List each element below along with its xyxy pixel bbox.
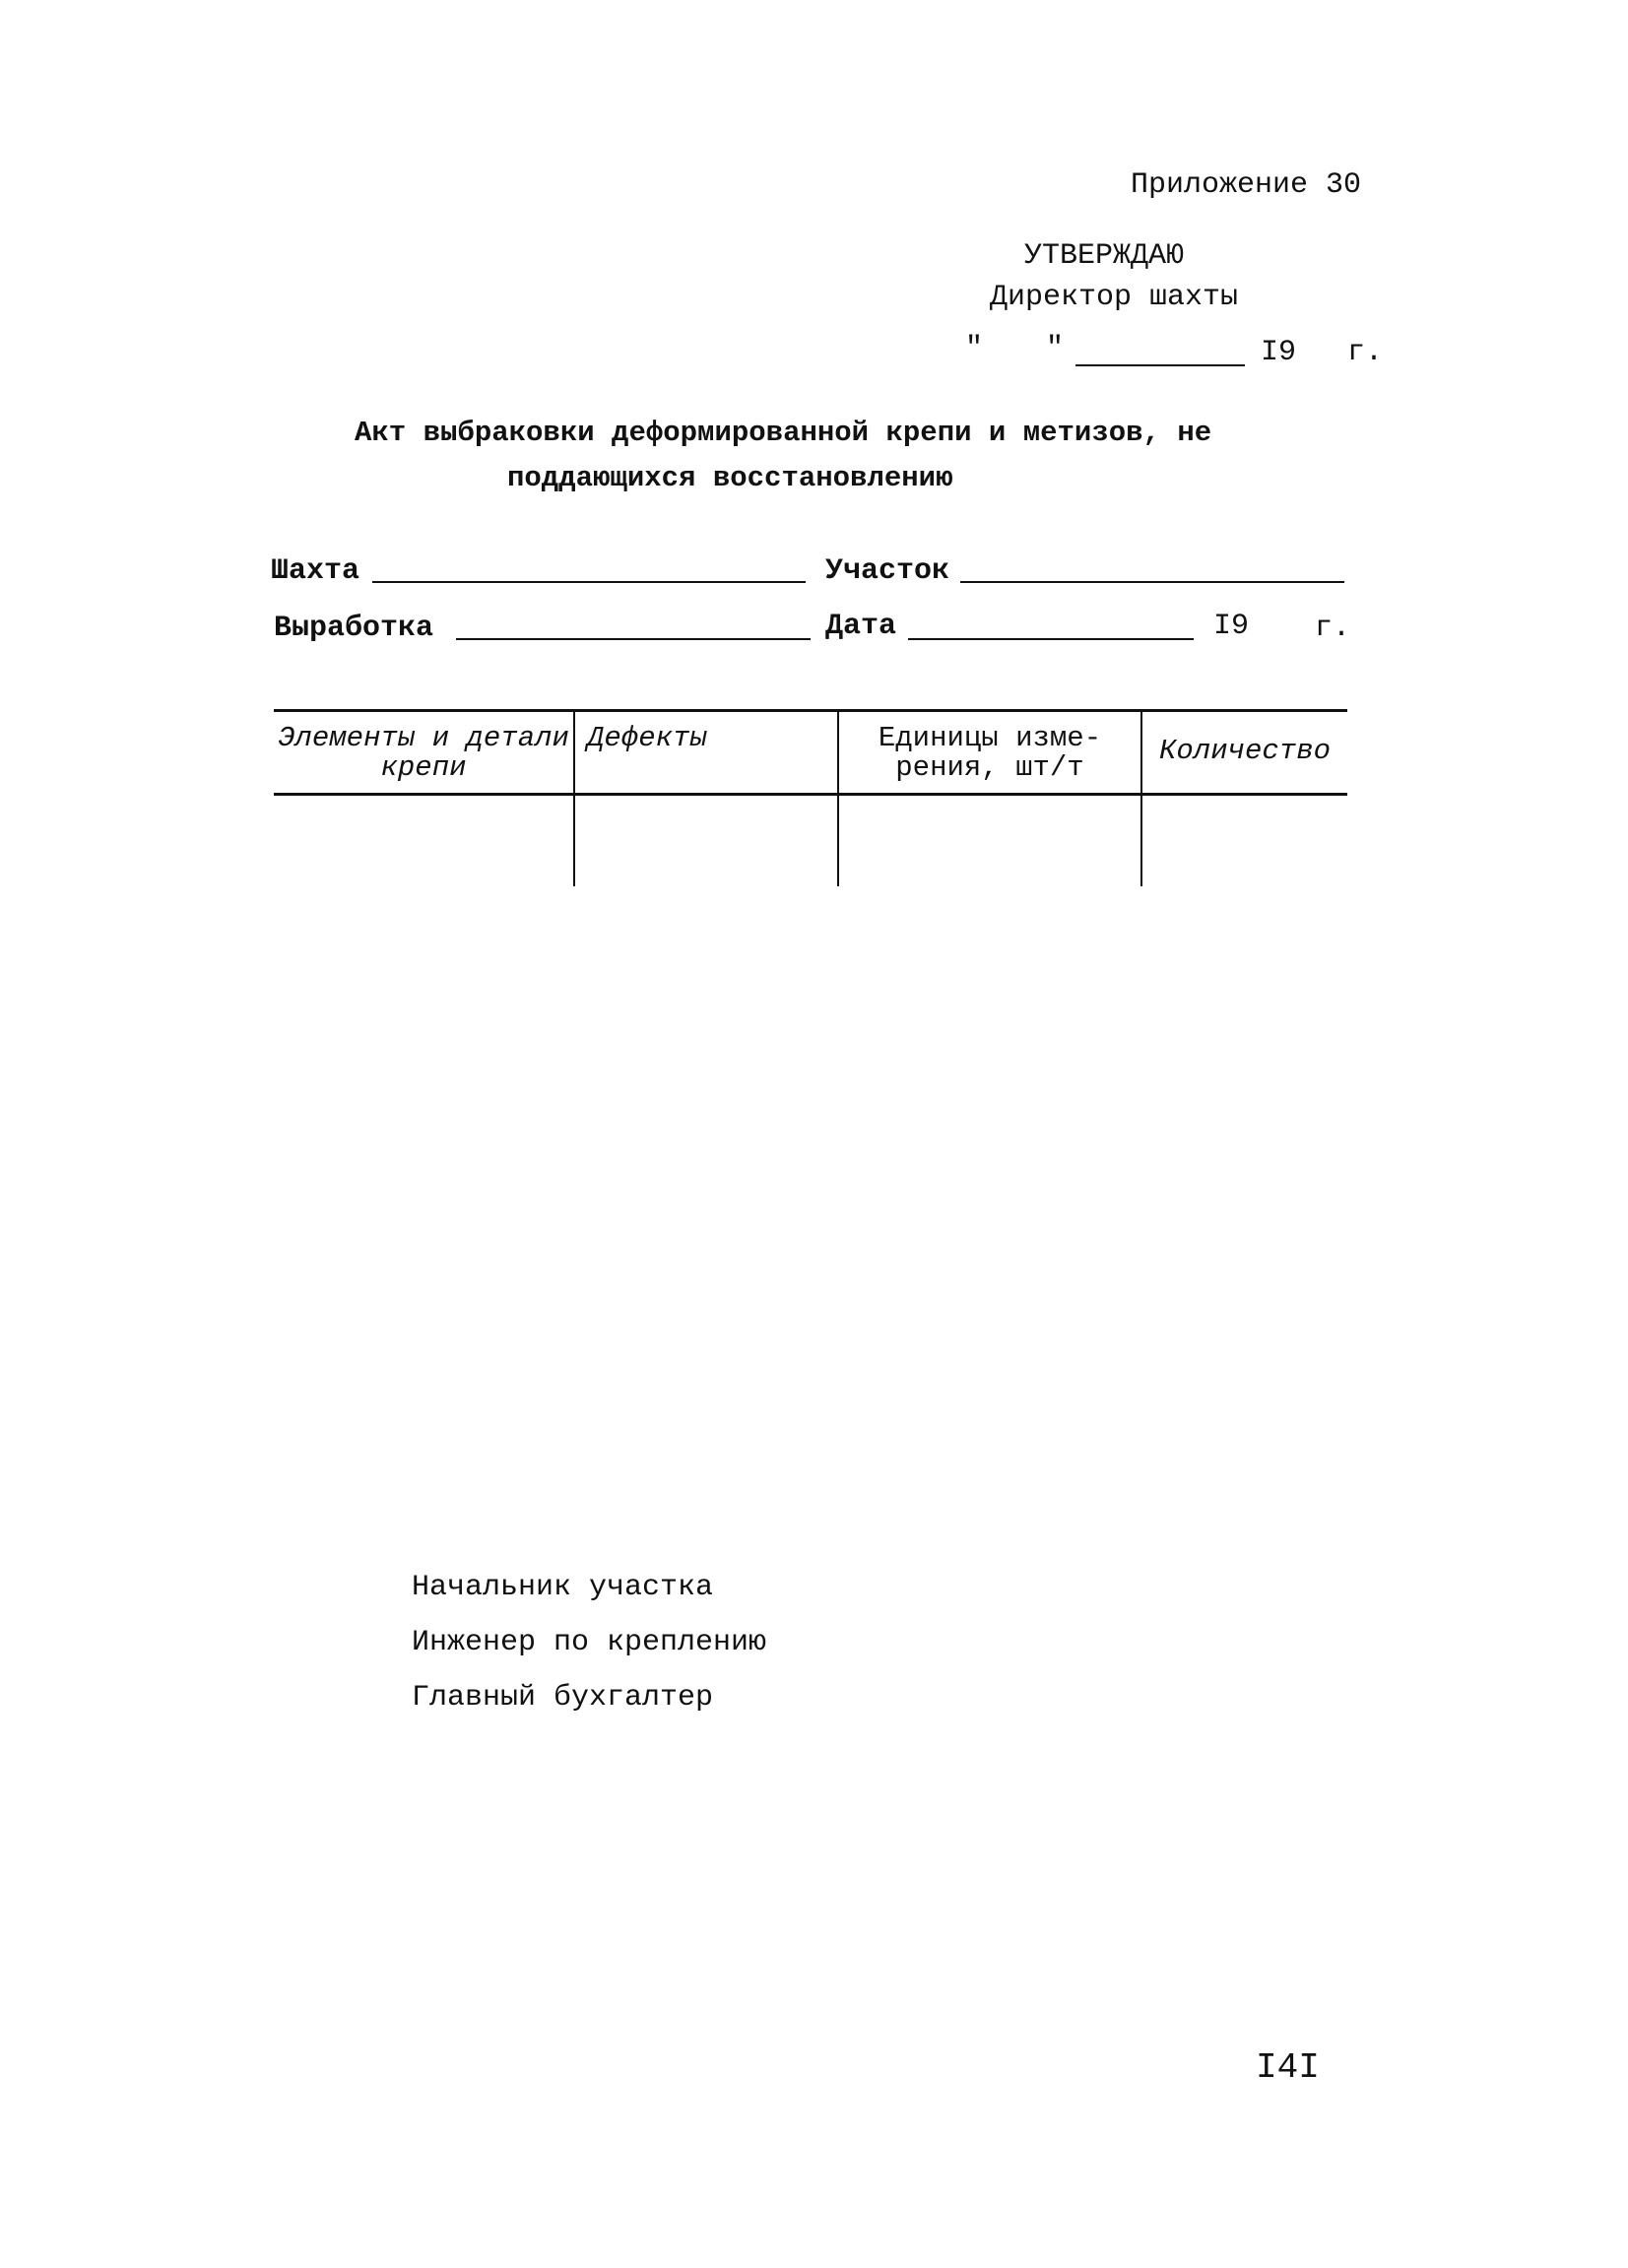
date-field — [908, 638, 1194, 640]
table-header-defects-text: Дефекты — [587, 722, 707, 754]
date-year-prefix: I9 — [1213, 610, 1250, 643]
working-label: Выработка — [274, 612, 434, 645]
table-top-rule — [274, 709, 1347, 712]
document-title-line1: Акт выбраковки деформированной крепи и метизов, не — [355, 417, 1212, 449]
table-header-units-text: Единицы изме- рения, шт/т — [878, 722, 1102, 784]
document-title-line2: поддающихся восстановлению — [507, 462, 953, 494]
table-header-units — [839, 724, 1140, 783]
approval-year-suffix: г. — [1347, 336, 1384, 369]
table-header-defects — [587, 724, 833, 753]
approval-heading: УТВЕРЖДАЮ — [1024, 239, 1185, 273]
signature-chief-accountant: Главный бухгалтер — [412, 1681, 714, 1715]
date-year-suffix: г. — [1315, 612, 1351, 645]
signature-section-chief: Начальник участка — [412, 1571, 714, 1604]
section-label: Участок — [825, 554, 950, 588]
approval-year-prefix: I9 — [1261, 336, 1297, 369]
page-number: I4I — [1256, 2047, 1320, 2088]
table-header-elements-text: Элементы и детали крепи — [278, 722, 569, 784]
table-divider-1 — [573, 711, 575, 886]
working-field — [456, 638, 811, 640]
approval-director: Директор шахты — [990, 281, 1239, 314]
mine-field — [372, 581, 806, 583]
signature-fastening-engineer: Инженер по креплению — [412, 1626, 767, 1659]
appendix-label: Приложение 30 — [1131, 168, 1362, 202]
date-label: Дата — [825, 610, 897, 643]
section-field — [960, 581, 1344, 583]
table-header-quantity — [1142, 737, 1347, 766]
table-header-rule — [274, 793, 1347, 796]
approval-date-open-quote: " — [965, 332, 984, 365]
approval-date-underline — [1075, 364, 1245, 366]
table-header-elements — [274, 724, 573, 783]
table-header-quantity-text: Количество — [1158, 735, 1332, 767]
approval-date-close-quote: " — [1046, 332, 1065, 365]
mine-label: Шахта — [271, 554, 360, 588]
